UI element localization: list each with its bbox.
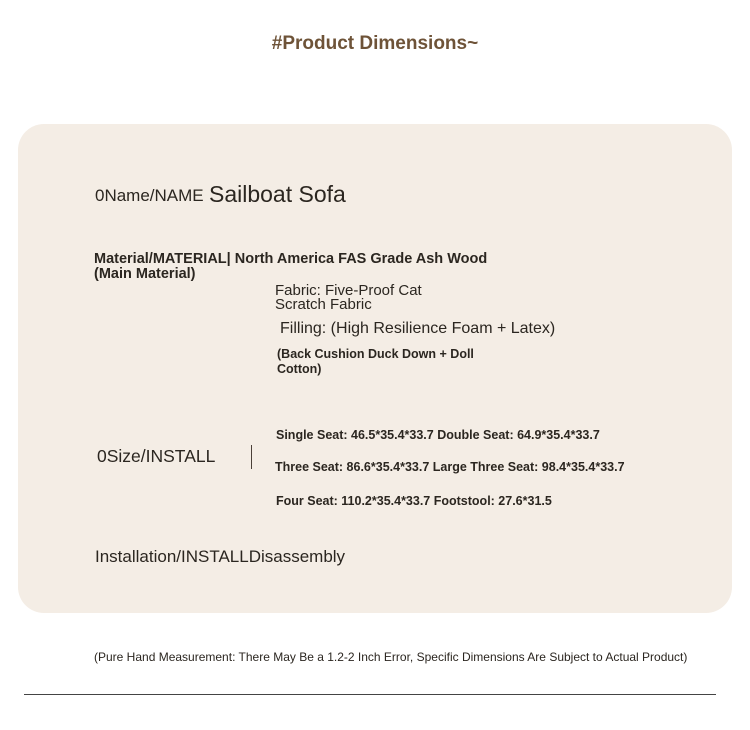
size-label: 0Size/INSTALL: [97, 446, 216, 466]
measurement-footnote: (Pure Hand Measurement: There May Be a 1.2-2 Inch Error, Specific Dimensions Are Subject to Actual Product): [94, 650, 688, 664]
page-title: #Product Dimensions~: [271, 33, 479, 54]
size-row: Four Seat: 110.2*35.4*33.7 Footstool: 27.6*31.5: [276, 494, 552, 508]
divider-line: [24, 694, 716, 695]
material-label: Material/MATERIAL| North America FAS Grade Ash Wood (Main Material): [94, 251, 488, 282]
fabric-text: Fabric: Five-Proof Cat Scratch Fabric: [275, 282, 422, 313]
size-row: Three Seat: 86.6*35.4*33.7 Large Three Seat: 98.4*35.4*33.7: [275, 460, 625, 474]
filling-note: (Back Cushion Duck Down + Doll Cotton): [277, 347, 474, 376]
size-row: Single Seat: 46.5*35.4*33.7 Double Seat: 64.9*35.4*33.7: [276, 428, 600, 442]
filling-text: Filling: (High Resilience Foam + Latex): [280, 320, 556, 337]
installation-label: Installation/INSTALLDisassembly: [95, 547, 346, 566]
size-divider: [251, 445, 252, 469]
product-name: Sailboat Sofa: [209, 181, 346, 207]
name-label: 0Name/NAME: [95, 186, 204, 205]
dimensions-card: [18, 124, 732, 613]
